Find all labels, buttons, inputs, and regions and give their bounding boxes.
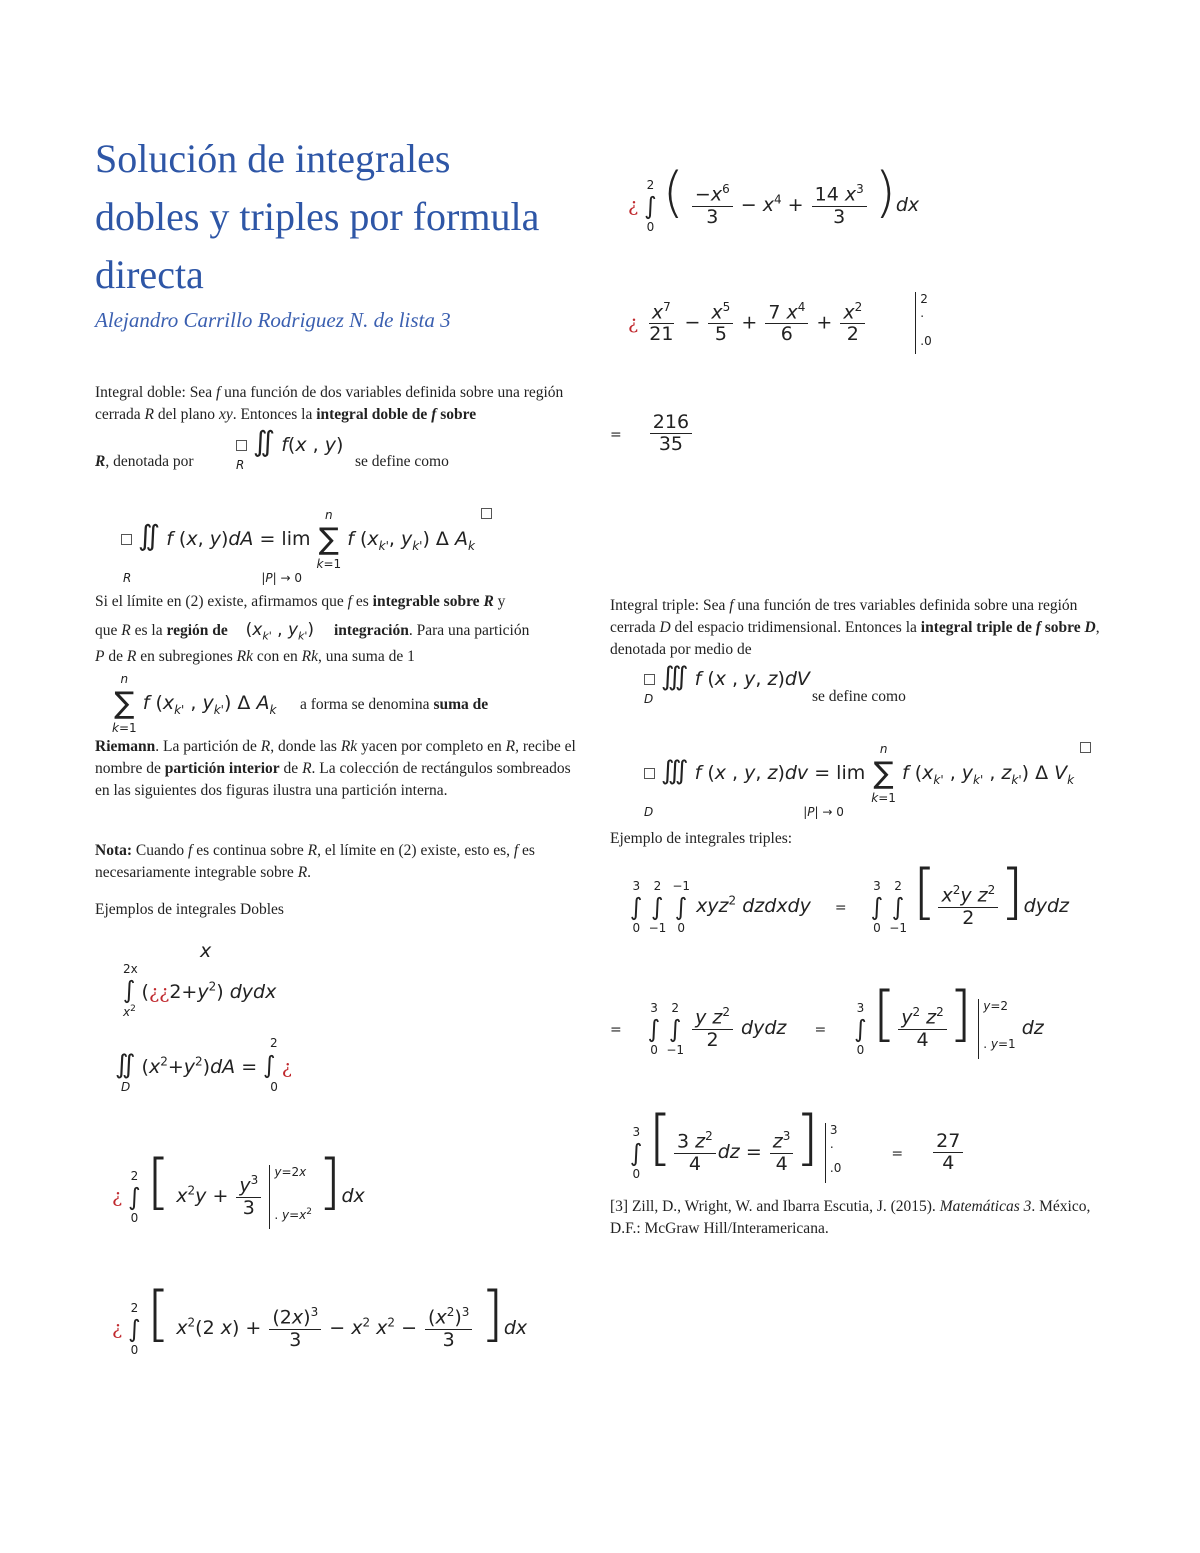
paragraph-interior-partition: Riemann. La partición de R, donde las Rk yacen por completo en R, recibe el nombre de partición interior de R. La colección de rectángulos sombreados en las siguientes dos figuras ilustra una partición interna. — [95, 738, 576, 799]
double-step-1: ¿ 2 ∫ 0 [ $x^2y$ + $\frac{y^3}{3}$ y=2x . $y=x^2$ ]dx — [112, 1152, 365, 1229]
paragraph-partition: P de R en subregiones Rk con en Rk, una suma de 1 — [95, 648, 415, 665]
paragraph-nota: Nota: Cuando f es continua sobre R, el límite en (2) existe, esto es, f es necesariamente integrable sobre R. — [95, 842, 535, 881]
page-title: Solución de integrales dobles y triples por formula directa — [95, 136, 540, 297]
math-x-label: x — [200, 940, 212, 962]
triple-integral-limit-definition: ∭ f (x , y, z)dv = lim n ∑ k=1 f ($x_{k'}$ , $y_{k'}$ , $z_{k'}$) Δ $V_k$ D |P| → 0 — [630, 742, 1091, 819]
paragraph-integrable: Si el límite en (2) existe, afirmamos que f es integrable sobre R y — [95, 593, 506, 610]
paragraph-triple-integral-def: Integral triple: Sea f una función de tres variables definida sobre una región cerrada D del espacio tridimensional. Entonces la integral triple de f sobre D, denotada por medio de — [610, 597, 1100, 658]
paragraph-region: que R es la región de ($x_{k'}$ , $y_{k'}$) integración. Para una partición — [95, 620, 530, 643]
paragraph-denoted: R, denotada por — [95, 453, 194, 470]
riemann-sum: n ∑ k=1 f ($x_{k'}$ , $y_{k'}$) Δ $A_k$ — [112, 672, 277, 735]
double-step-2: ¿ 2 ∫ 0 [ $x^2(2$ x) + $\frac{(2x)^3}{3}$ − $x^2$ $x^2$ − $\frac{(x^2)^3}{3}$ ]dx — [112, 1279, 528, 1357]
triple-define-as: se define como — [812, 688, 906, 705]
triple-step-3: 3 ∫ 0 [ $\frac{3 z^2}{4}$ dz = $\frac{z^3}{4}$ ] 3 . .0 = $\frac{27}{4}$ — [630, 1108, 965, 1183]
author-line: Alejandro Carrillo Rodriguez N. de lista 3 — [95, 308, 451, 332]
triple-integral-notation: ∭ f (x , y, z)dV D — [644, 662, 810, 706]
triple-step-2: = 3 ∫ 0 2 ∫ −1 $\frac{y z^2}{2}$ dydz = 3 ∫ 0 [ $\frac{y^2 z^2}{4}$ ] y=2 . y=1 dz — [610, 979, 1044, 1057]
double-step-4: ¿ $\frac{x^7}{21}$ − $\frac{x^5}{5}$ + $\frac{7 x^4}{6}$ + $\frac{x^2}{2}$ 2 . .0 — [628, 292, 932, 354]
paragraph-riemann-name: a forma se denomina suma de — [300, 696, 489, 713]
double-integral-over-D: 2 ∬ $(x^2+y^2)dA$ = ∫ ¿ D 0 — [115, 1036, 292, 1094]
double-step-3: ¿ 2 ∫ 0 ( $\frac{-x^6}{3}$ − $x^4$ + $\frac{14 x^3}{3}$ )dx — [628, 161, 920, 234]
inner-integral-expression: 2x ∫ $(¿¿2+y^2)$ dydx $x^2$ — [123, 962, 277, 1019]
triple-step-1: 3 ∫ 0 2 ∫ −1 −1 ∫ 0 xyz$^2$ dzdxdy = 3 ∫ 0 2 ∫ −1 [ $\frac{x^2y z^2}{2}$ ]dydz — [630, 857, 1069, 935]
examples-double-heading: Ejemplos de integrales Dobles — [95, 901, 284, 918]
examples-triple-heading: Ejemplo de integrales triples: — [610, 830, 793, 847]
double-integral-notation: ∬ f(x , y) R — [236, 425, 344, 472]
double-integral-limit-definition: ∬ f (x, y)dA = lim n ∑ k=1 f ($x_{k'}$, $y_{k'}$) Δ $A_k$ R |P| → 0 — [115, 508, 492, 585]
reference: [3] Zill, D., Wright, W. and Ibarra Escutia, J. (2015). Matemáticas 3. México, D.F.: McGraw Hill/Interamericana. — [610, 1198, 1091, 1237]
define-as-text: se define como — [355, 453, 449, 470]
double-result: = $\frac{216}{35}$ — [610, 412, 694, 455]
paragraph-double-integral-def: Integral doble: Sea f una función de dos variables definida sobre una región cerrada R del plano xy. Entonces la integral doble de f sobre — [95, 384, 564, 423]
